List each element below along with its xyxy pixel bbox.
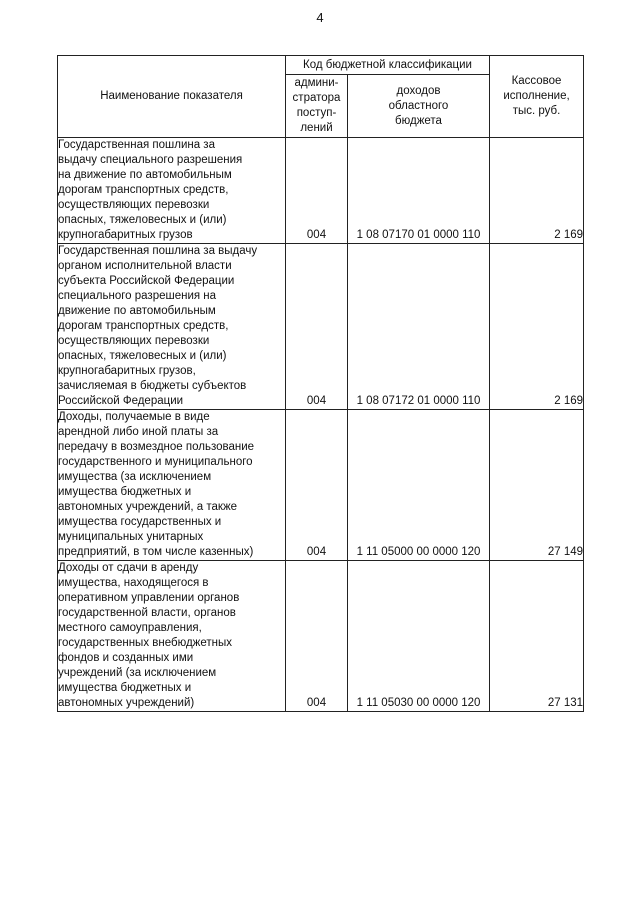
indicator-name-line: опасных, тяжеловесных и (или): [58, 350, 227, 362]
indicator-name-line: государственных внебюджетных: [58, 637, 232, 649]
indicator-name-line: органом исполнительной власти: [58, 260, 232, 272]
header-admin-line: поступ-: [296, 107, 337, 119]
table-row: [58, 410, 584, 561]
indicator-name-line: крупногабаритных грузов: [58, 229, 193, 241]
budget-code-cell: 1 11 05030 00 0000 120: [348, 561, 490, 712]
indicator-name-line: осуществляющих перевозки: [58, 335, 210, 347]
indicator-name-line: дорогам транспортных средств,: [58, 184, 229, 196]
indicator-name-line: государственного и муниципального: [58, 456, 253, 468]
indicator-name-line: Доходы от сдачи в аренду: [58, 562, 199, 574]
budget-code-cell: 1 08 07172 01 0000 110: [348, 244, 490, 410]
header-cash: [490, 56, 584, 138]
header-admin: [286, 75, 348, 138]
cash-execution-cell: 27 149: [490, 410, 584, 561]
header-cash-line: исполнение,: [503, 90, 570, 102]
indicator-name-line: автономных учреждений, а также: [58, 501, 238, 513]
header-code-group-text: Код бюджетной классификации: [303, 58, 472, 71]
table-body: [58, 138, 584, 712]
table-row: [58, 561, 584, 712]
indicator-name-line: специального разрешения на: [58, 290, 217, 302]
indicator-name-line: муниципальных унитарных: [58, 531, 204, 543]
indicator-name-line: передачу в возмездное пользование: [58, 441, 255, 453]
header-income-line: областного: [388, 99, 449, 112]
header-name: [58, 56, 286, 138]
indicator-name-line: движение по автомобильным: [58, 305, 216, 317]
indicator-name-line: Государственная пошлина за выдачу: [58, 245, 258, 257]
indicator-name-line: крупногабаритных грузов,: [58, 365, 196, 377]
indicator-name-line: оперативном управлении органов: [58, 592, 240, 604]
indicator-name-line: государственной власти, органов: [58, 607, 236, 619]
indicator-name-line: опасных, тяжеловесных и (или): [58, 214, 227, 226]
administrator-code-cell: 004: [286, 410, 348, 561]
indicator-name-cell: [58, 244, 286, 410]
indicator-name-cell: [58, 138, 286, 244]
header-cash-line: тыс. руб.: [512, 105, 561, 117]
header-cash-line: Кассовое: [511, 75, 562, 87]
indicator-name-line: Российской Федерации: [58, 395, 184, 407]
cash-execution-cell: 27 131: [490, 561, 584, 712]
indicator-name-line: фондов и созданных ими: [58, 652, 194, 664]
administrator-code-cell: 004: [286, 138, 348, 244]
indicator-name-cell: [58, 410, 286, 561]
budget-code-cell: 1 11 05000 00 0000 120: [348, 410, 490, 561]
indicator-name-line: имущества бюджетных и: [58, 682, 192, 694]
indicator-name-line: на движение по автомобильным: [58, 169, 232, 181]
indicator-name-line: автономных учреждений): [58, 697, 195, 709]
header-name-text: Наименование показателя: [100, 90, 243, 102]
budget-code-cell: 1 08 07170 01 0000 110: [348, 138, 490, 244]
table-row: [58, 244, 584, 410]
indicator-name-line: имущества бюджетных и: [58, 486, 192, 498]
administrator-code-cell: 004: [286, 561, 348, 712]
indicator-name-line: имущества государственных и: [58, 516, 222, 528]
indicator-name-line: учреждений (за исключением: [58, 667, 217, 679]
indicator-name-line: дорогам транспортных средств,: [58, 320, 229, 332]
indicator-name-line: выдачу специального разрешения: [58, 154, 243, 166]
header-admin-line: админи-: [294, 77, 339, 89]
indicator-name-line: субъекта Российской Федерации: [58, 275, 235, 287]
indicator-name-line: предприятий, в том числе казенных): [58, 546, 254, 558]
indicator-name-line: Государственная пошлина за: [58, 139, 215, 151]
indicator-name-line: осуществляющих перевозки: [58, 199, 210, 211]
indicator-name-line: имущества, находящегося в: [58, 577, 209, 589]
cash-execution-cell: 2 169: [490, 244, 584, 410]
header-income-line: бюджета: [395, 114, 442, 127]
indicator-name-line: имущества (за исключением: [58, 471, 212, 483]
header-code-group: [286, 56, 490, 75]
indicator-name-cell: [58, 561, 286, 712]
administrator-code-cell: 004: [286, 244, 348, 410]
header-income: [348, 75, 490, 138]
indicator-name-line: арендной либо иной платы за: [58, 426, 219, 438]
indicator-name-line: зачисляемая в бюджеты субъектов: [58, 380, 247, 392]
indicator-name-line: Доходы, получаемые в виде: [58, 411, 210, 423]
page-number: 4: [316, 10, 324, 25]
header-admin-line: лений: [300, 122, 333, 134]
cash-execution-cell: 2 169: [490, 138, 584, 244]
table-row: [58, 138, 584, 244]
indicator-name-line: местного самоуправления,: [58, 622, 202, 634]
header-income-line: доходов: [396, 84, 441, 97]
budget-table: [57, 55, 584, 712]
header-admin-line: стратора: [292, 92, 341, 104]
